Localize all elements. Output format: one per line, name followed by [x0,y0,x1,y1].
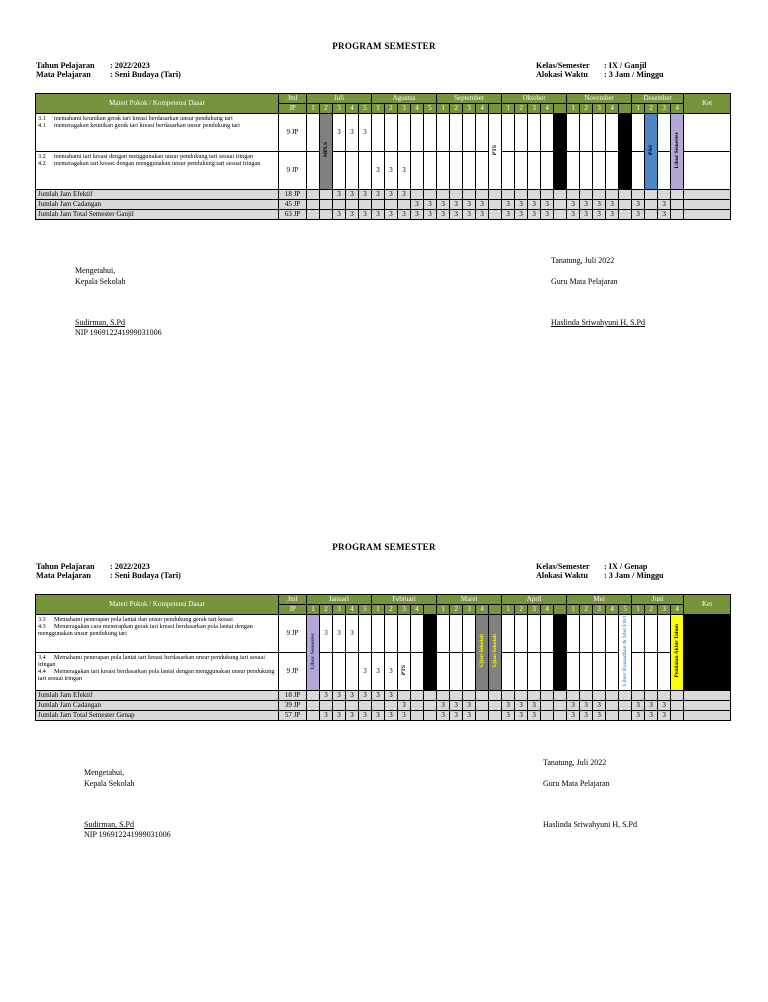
month-header: Juni [632,595,684,605]
place-date: Tanatung, Juli 2022 [551,256,615,265]
col-header-materi: Materi Pokok / Kompetensi Dasar [36,94,279,114]
month-header: April [502,595,567,605]
mapel-value: : Seni Budaya (Tari) [110,571,181,580]
col-header-materi: Materi Pokok / Kompetensi Dasar [36,595,279,615]
pas-cell: PAS [645,114,658,190]
col-header-jp: JP [279,104,307,114]
summary-row: Jumlah Jam Total Semester Genap 57 JP 3 3 3 3 3 3 3 3 3 3 3 3 3 3 3 3 3 3 3 [36,711,731,721]
month-header: November [567,94,632,104]
tahun-label: Tahun Pelajaran [36,562,95,571]
alokasi-label: Alokasi Waktu [536,571,588,580]
month-header: Mei [567,595,632,605]
mengetahui-label: Mengetahui, [75,266,116,275]
mpls-cell: MPLS [320,114,333,190]
kepsek-name: Sudirman, S.Pd [84,820,135,829]
table-row: 3.2 memahami tari kreasi dengan menggunakan unsur pendukung tari sesuai iringan 4.2 memeragakan tari kreasi dengan menggunakan unsur pendukung tari sesuai iringan 9 JP 3 3 3 [36,152,731,190]
ujian-cell: Ujian Sekolah [476,615,489,691]
summary-row: Jumlah Jam Efektif 18 JP 3 3 3 3 3 3 [36,190,731,200]
alokasi-label: Alokasi Waktu [536,70,588,79]
guru-name: Haslinda Sriwahyuni H, S.Pd [543,820,637,829]
page-title: PROGRAM SEMESTER [332,41,436,51]
guru-name: Haslinda Sriwahyuni H, S.Pd [551,318,645,327]
summary-row: Jumlah Jam Efektif 18 JP 3 3 3 3 3 3 [36,691,731,701]
mapel-label: Mata Pelajaran [36,571,91,580]
program-table: Materi Pokok / Kompetensi Dasar Jml Januari Februari Maret April Mei Juni Ket JP 1 2 3 4 5 1 2 3 4 1 2 3 4 1 2 3 4 1 2 3 4 5 1 2 3 4 3.3 Memahami penerapan pola lantai dan unsur pendukung gerak tari kreasi 4.3 Memeragakan cara menerapkan gerak tari kreasi berdasarkan pola lantai dengan menggunakan unsur pendukung tari 9 JP Libur Semester 3 3 3 Ujian Sekolah Ujian Sekolah Libur Ramadhan & Idul Fitri Penilaian Akhir Tahun 3.4 Memahami penerapan pola lantai tari kreasi berdasarkan unsur pendukung tari sesuai iringan 4.4 Memeragakan tari kreasi berdasarkan pola lantai dengan menggunakan unsur pendukung tari sesuai iringan 9 JP 3 3 3 PTS Jumlah Jam Efektif 18 JP 3 3 3 3 3 3 Jumlah Jam Cadangan 39 JP 3 3 3 3 3 3 3 3 3 3 3 3 3 Jumlah Jam Total Semester Genap 57 JP 3 3 3 3 3 3 3 3 3 3 3 3 3 3 3 3 3 3 3 [35,594,731,721]
alokasi-value: : 3 Jam / Minggu [604,70,664,79]
kelas-value: : IX / Ganjil [604,61,647,70]
table-row: 3.1 memahami keunikan gerak tari kreasi berdasarkan unsur pendukung tari 4.1 memeragakan keunikan gerak tari kreasi berdasarkan unsur pendukung tari 9 JP MPLS 3 3 3 PTS PAS Libur Semester [36,114,731,152]
summary-row: Jumlah Jam Total Semester Ganjil 63 JP 3 3 3 3 3 3 3 3 3 3 3 3 3 3 3 3 3 3 3 3 3 3 [36,210,731,220]
libur-cell: Libur Semester [671,114,684,190]
month-header: Oktober [502,94,567,104]
tahun-value: : 2022/2023 [110,562,150,571]
month-header: Agustus [372,94,437,104]
mapel-value: : Seni Budaya (Tari) [110,70,181,79]
program-table: Materi Pokok / Kompetensi Dasar Jml Juli Agustus September Oktober November Desember Ket JP 1 2 3 4 5 1 2 3 4 5 1 2 3 4 1 2 3 4 1 2 3 4 1 2 3 4 3.1 memahami keunikan gerak tari kreasi berdasarkan unsur pendukung tari 4.1 memeragakan keunikan gerak tari kreasi berdasarkan unsur pendukung tari 9 JP MPLS 3 3 3 PTS PAS Libur Semester 3.2 memahami tari kreasi dengan menggunakan unsur pendukung tari sesuai iringan 4.2 memeragakan tari kreasi dengan menggunakan unsur pendukung tari sesuai iringan 9 JP 3 3 3 Jumlah Jam Efektif 18 JP 3 3 3 3 3 3 Jumlah Jam Cadangan 45 JP 3 3 3 3 3 3 3 3 3 3 3 3 3 3 3 3 Jumlah Jam Total Semester Ganjil 63 JP 3 3 3 3 3 3 3 3 3 3 3 3 3 3 3 3 3 3 3 3 3 3 [35,93,731,220]
kelas-value: : IX / Genap [604,562,648,571]
summary-row: Jumlah Jam Cadangan 39 JP 3 3 3 3 3 3 3 3 3 3 3 3 3 [36,701,731,711]
col-header-jml: Jml [279,94,307,104]
header-right [536,562,664,580]
summary-row: Jumlah Jam Cadangan 45 JP 3 3 3 3 3 3 3 3 3 3 3 3 3 3 3 3 [36,200,731,210]
month-header: Maret [437,595,502,605]
place-date: Tanatung, Juli 2022 [543,758,607,767]
jp-cell: 9 JP [279,615,307,653]
kepsek-nip: NIP 196912241999031006 [75,328,162,337]
month-header: Juli [307,94,372,104]
month-header: Februari [372,595,437,605]
col-header-ket: Ket [684,595,731,615]
guru-label: Guru Mata Pelajaran [543,779,610,788]
tahun-value: : 2022/2023 [110,61,150,70]
lebaran-cell: Libur Ramadhan & Idul Fitri [619,615,632,691]
table-row: 3.3 Memahami penerapan pola lantai dan unsur pendukung gerak tari kreasi 4.3 Memeragakan cara menerapkan gerak tari kreasi berdasarkan pola lantai dengan menggunakan unsur pendukung tari 9 JP Libur Semester 3 3 3 Ujian Sekolah Ujian Sekolah Libur Ramadhan & Idul Fitri Penilaian Akhir Tahun [36,615,731,653]
guru-label: Guru Mata Pelajaran [551,277,618,286]
ujian-cell: Ujian Sekolah [489,615,502,691]
col-header-ket: Ket [684,94,731,114]
header-left [36,562,181,580]
page-title: PROGRAM SEMESTER [332,542,436,552]
materi-cell: 3.2 memahami tari kreasi dengan menggunakan unsur pendukung tari sesuai iringan 4.2 memeragakan tari kreasi dengan menggunakan unsur pendukung tari sesuai iringan [36,152,279,190]
header-left [36,61,181,79]
jp-cell: 9 JP [279,114,307,152]
pts-cell: PTS [489,114,502,190]
kelas-label: Kelas/Semester [536,61,590,70]
pts-cell: PTS [398,653,411,691]
kepsek-name: Sudirman, S.Pd [75,318,126,327]
tahun-label: Tahun Pelajaran [36,61,95,70]
mengetahui-label: Mengetahui, [84,768,125,777]
materi-cell: 3.1 memahami keunikan gerak tari kreasi berdasarkan unsur pendukung tari 4.1 memeragakan keunikan gerak tari kreasi berdasarkan unsur pendukung tari [36,114,279,152]
libur-cell: Libur Semester [307,615,320,691]
month-header: Desember [632,94,684,104]
col-header-jp: JP [279,605,307,615]
pat-cell: Penilaian Akhir Tahun [671,615,684,691]
mapel-label: Mata Pelajaran [36,70,91,79]
materi-cell: 3.3 Memahami penerapan pola lantai dan unsur pendukung gerak tari kreasi 4.3 Memeragakan cara menerapkan gerak tari kreasi berdasarkan pola lantai dengan menggunakan unsur pendukung tari [36,615,279,653]
month-header: September [437,94,502,104]
col-header-jml: Jml [279,595,307,605]
jp-cell: 9 JP [279,152,307,190]
jp-cell: 9 JP [279,653,307,691]
table-row: 3.4 Memahami penerapan pola lantai tari kreasi berdasarkan unsur pendukung tari sesuai iringan 4.4 Memeragakan tari kreasi berdasarkan pola lantai dengan menggunakan unsur pendukung tari sesuai iringan 9 JP 3 3 3 PTS [36,653,731,691]
kepsek-label: Kepala Sekolah [84,779,135,788]
month-header: Januari [307,595,372,605]
alokasi-value: : 3 Jam / Minggu [604,571,664,580]
kelas-label: Kelas/Semester [536,562,590,571]
header-right [536,61,664,79]
kepsek-label: Kepala Sekolah [75,277,126,286]
materi-cell: 3.4 Memahami penerapan pola lantai tari kreasi berdasarkan unsur pendukung tari sesuai iringan 4.4 Memeragakan tari kreasi berdasarkan pola lantai dengan menggunakan unsur pendukung tari sesuai iringan [36,653,279,691]
kepsek-nip: NIP 196912241999031006 [84,830,171,839]
